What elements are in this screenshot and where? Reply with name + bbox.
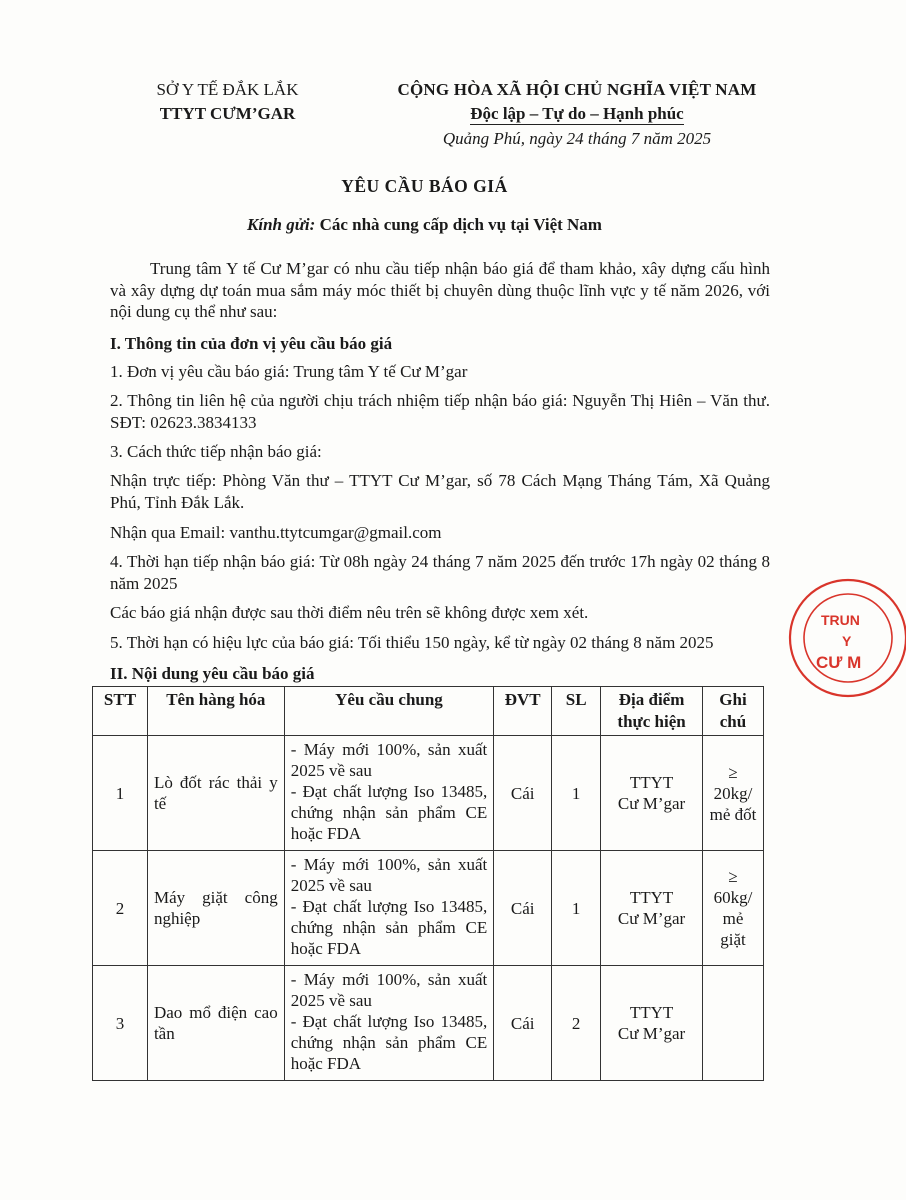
requirement-line: - Máy mới 100%, sản xuất 2025 về sau bbox=[290, 855, 488, 895]
cell-stt: 2 bbox=[93, 851, 148, 966]
intro-text: Trung tâm Y tế Cư M’gar có nhu cầu tiếp nhận báo giá để tham khảo, xây dựng cấu hình và xây dựng dự toán mua sắm máy móc thiết bị chuyên dùng thuộc lĩnh vực y tế năm 2026, với nội dung cụ thể như sau: bbox=[110, 259, 770, 321]
table-row bbox=[93, 966, 764, 1081]
place-line: Cư M’gar bbox=[617, 909, 686, 928]
col-header-stt: STT bbox=[93, 687, 148, 736]
place-line: TTYT bbox=[629, 1003, 674, 1022]
col-header-name: Tên hàng hóa bbox=[147, 687, 284, 736]
issuer-center: TTYT CƯM’GAR bbox=[159, 104, 296, 123]
recipient-label: Kính gửi: bbox=[247, 215, 316, 234]
table-row bbox=[93, 851, 764, 966]
cell-requirement bbox=[284, 736, 494, 851]
cell-place bbox=[601, 851, 703, 966]
national-motto-text: Độc lập – Tự do – Hạnh phúc bbox=[470, 104, 684, 123]
quotation-table bbox=[92, 686, 764, 1081]
section1-item2-text: 2. Thông tin liên hệ của người chịu trách nhiệm tiếp nhận báo giá: Nguyễn Thị Hiên – Văn thư. SĐT: 02623.3834133 bbox=[110, 391, 770, 432]
requirement-line: - Máy mới 100%, sản xuất 2025 về sau bbox=[290, 740, 488, 780]
table-row bbox=[93, 736, 764, 851]
document-title: YÊU CẦU BÁO GIÁ bbox=[341, 176, 508, 196]
issuer-department: SỞ Y TẾ ĐẮK LẮK bbox=[156, 80, 299, 99]
section1-item3-direct bbox=[110, 470, 770, 513]
place-line: Cư M’gar bbox=[617, 794, 686, 813]
section1-item4 bbox=[110, 551, 770, 594]
cell-quantity: 2 bbox=[552, 966, 601, 1081]
note-line: ≥ bbox=[728, 762, 738, 782]
cell-stt: 1 bbox=[93, 736, 148, 851]
section1-item5: 5. Thời hạn có hiệu lực của báo giá: Tối thiểu 150 ngày, kể từ ngày 02 tháng 8 năm 2025 bbox=[110, 633, 714, 652]
place-line: Cư M’gar bbox=[617, 1024, 686, 1043]
requirement-line: - Đạt chất lượng Iso 13485, chứng nhận sản phẩm CE hoặc FDA bbox=[290, 1012, 488, 1073]
note-line: ≥ bbox=[728, 867, 738, 886]
col-header-note: Ghi chú bbox=[702, 687, 763, 736]
section1-item4-text: 4. Thời hạn tiếp nhận báo giá: Từ 08h ngày 24 tháng 7 năm 2025 đến trước 17h ngày 02 tháng 8 năm 2025 bbox=[110, 552, 770, 593]
col-header-quantity: SL bbox=[552, 687, 601, 736]
cell-unit: Cái bbox=[494, 851, 552, 966]
requirement-line: - Đạt chất lượng Iso 13485, chứng nhận sản phẩm CE hoặc FDA bbox=[290, 897, 488, 958]
col-header-unit: ĐVT bbox=[494, 687, 552, 736]
cell-quantity: 1 bbox=[552, 851, 601, 966]
cell-requirement bbox=[284, 851, 494, 966]
cell-unit: Cái bbox=[494, 966, 552, 1081]
cell-note bbox=[702, 851, 763, 966]
cell-place bbox=[601, 736, 703, 851]
requirement-line: - Máy mới 100%, sản xuất 2025 về sau bbox=[290, 970, 488, 1010]
table-header-row bbox=[93, 687, 764, 736]
seal-text-top: TRUN bbox=[821, 612, 860, 628]
cell-note bbox=[702, 966, 763, 1081]
cell-requirement bbox=[284, 966, 494, 1081]
section1-item1: 1. Đơn vị yêu cầu báo giá: Trung tâm Y tế Cư M’gar bbox=[110, 362, 468, 381]
section1-item3: 3. Cách thức tiếp nhận báo giá: bbox=[110, 442, 322, 461]
cell-stt: 3 bbox=[93, 966, 148, 1081]
cell-name: Máy giặt công nghiệp bbox=[147, 851, 284, 966]
section1-item3-direct-text: Nhận trực tiếp: Phòng Văn thư – TTYT Cư M’gar, số 78 Cách Mạng Tháng Tám, Xã Quảng Phú, Tỉnh Đắk Lắk. bbox=[110, 471, 770, 512]
note-line: 20kg/ mẻ đốt bbox=[709, 783, 757, 824]
cell-name: Dao mổ điện cao tần bbox=[147, 966, 284, 1081]
recipient-line bbox=[0, 215, 849, 235]
document-date: Quảng Phú, ngày 24 tháng 7 năm 2025 bbox=[442, 129, 712, 148]
col-header-requirement: Yêu cầu chung bbox=[284, 687, 494, 736]
recipient-value: Các nhà cung cấp dịch vụ tại Việt Nam bbox=[319, 215, 602, 234]
col-header-place: Địa điểm thực hiện bbox=[601, 687, 703, 736]
intro-paragraph bbox=[110, 258, 770, 323]
section1-item3-email: Nhận qua Email: vanthu.ttytcumgar@gmail.com bbox=[110, 523, 442, 542]
section2-heading: II. Nội dung yêu cầu báo giá bbox=[110, 664, 315, 683]
section1-item2 bbox=[110, 390, 770, 433]
cell-place bbox=[601, 966, 703, 1081]
section1-heading: I. Thông tin của đơn vị yêu cầu báo giá bbox=[110, 334, 393, 353]
national-header bbox=[372, 78, 782, 151]
national-motto bbox=[372, 102, 782, 126]
place-line: TTYT bbox=[629, 888, 674, 907]
issuer-block bbox=[120, 78, 335, 126]
seal-text-mid: Y bbox=[842, 633, 852, 649]
seal-text-bottom: CƯ M bbox=[816, 653, 862, 672]
seal-svg bbox=[786, 578, 862, 698]
cell-quantity: 1 bbox=[552, 736, 601, 851]
place-line: TTYT bbox=[629, 773, 674, 792]
cell-name: Lò đốt rác thải y tế bbox=[147, 736, 284, 851]
national-title: CỘNG HÒA XÃ HỘI CHỦ NGHĨA VIỆT NAM bbox=[397, 80, 757, 99]
requirement-line: - Đạt chất lượng Iso 13485, chứng nhận sản phẩm CE hoặc FDA bbox=[290, 782, 488, 843]
cell-unit: Cái bbox=[494, 736, 552, 851]
official-seal-stamp bbox=[786, 578, 906, 698]
section1-item4-note: Các báo giá nhận được sau thời điểm nêu trên sẽ không được xem xét. bbox=[110, 603, 589, 622]
cell-note bbox=[702, 736, 763, 851]
note-line: 60kg/ mẻ giặt bbox=[713, 888, 753, 949]
